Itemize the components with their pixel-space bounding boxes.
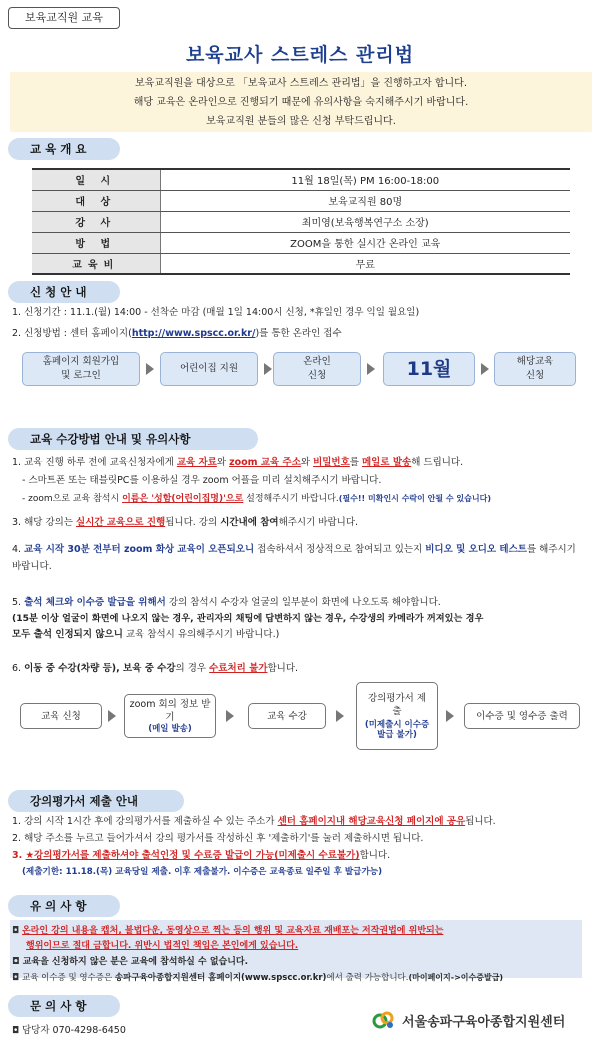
arrow-right-icon [108, 710, 116, 722]
flow-step-attend [248, 703, 326, 729]
apply-step-daycare [160, 352, 258, 386]
apply-header: 신 청 안 내 [8, 281, 120, 303]
text: 합니다. [359, 850, 391, 861]
row-label: 일 시 [32, 169, 160, 190]
text: 스트 [508, 544, 527, 555]
text: 설정해주시기 바랍니다. [243, 494, 339, 504]
intro-box [10, 72, 592, 132]
text: 송파구육아종합지원센터 홈페이지(www.spscc.or.kr) [114, 973, 327, 983]
method-line-3 [12, 516, 358, 530]
evaluation-line-4: (제출기한: 11.18.(목) 교육당일 제출. 이후 제출불가. 이수증은 교육종료 일주일 후 발급가능) [22, 867, 382, 877]
text: 해주시기 바랍니다. [278, 517, 359, 528]
method-line-5-detail-2 [12, 628, 279, 642]
row-value: 11월 18일(목) PM 16:00-18:00 [160, 169, 570, 190]
arrow-right-icon [336, 710, 344, 722]
row-label: 대 상 [32, 190, 160, 211]
text: 에서 출력 가능합니다. [326, 973, 409, 983]
apply-line-2-pre: 2. 신청방법 : 센터 홈페이지( [12, 328, 132, 339]
text: 와 [300, 457, 314, 468]
step-text: 신청 [307, 370, 327, 381]
homepage-link[interactable]: http://www.spscc.or.kr/ [131, 328, 256, 339]
text: (필수!! 미확인시 수락이 안될 수 있습니다) [338, 494, 491, 503]
text: zoom 교육 주소 [229, 457, 301, 468]
step-text: 교육 신청 [41, 710, 81, 722]
text: (마이페이지->이수증발급) [408, 973, 504, 982]
center-logo [372, 1008, 565, 1032]
text: 됩니다. [465, 816, 496, 827]
step-text: 및 로그인 [61, 370, 101, 381]
step-text: 11월 [406, 358, 452, 380]
text: 교육 시작 30분 전부터 zoom 화상 교육이 오픈되오니 [24, 544, 255, 555]
evaluation-line-2: 2. 해당 주소를 누르고 들어가셔서 강의 평가서를 작성하신 후 '제출하기'를 눌러 제출하시면 됩니다. [12, 833, 424, 844]
apply-step-month [383, 352, 475, 386]
text: 담당자 070-4298-6450 [21, 1025, 126, 1036]
bullet-icon: ◘ [12, 1026, 22, 1036]
text: 1. 교육 진행 하루 전에 교육신청자에게 [12, 457, 177, 468]
text: 출석 체크와 이수증 발급을 위해서 [24, 597, 166, 608]
text: 교육을 신청하지 않은 분은 교육에 참석하실 수 없습니다. [22, 957, 249, 967]
method-line-1-sub-2 [22, 492, 491, 506]
center-logo-icon [372, 1008, 396, 1032]
evaluation-line-3 [12, 849, 390, 863]
page-title: 보육교사 스트레스 관리법 [185, 44, 415, 66]
method-line-1-sub-1: - 스마트폰 또는 태블릿PC를 이용하실 경우 zoom 어플을 미리 설치해주시기 바랍니다. [22, 475, 382, 486]
text: 비밀번호 [313, 457, 350, 468]
apply-line-1: 1. 신청기간 : 11.1.(월) 14:00 - 선착순 마감 (매월 1일 14:00시 신청, *휴일인 경우 익일 월요일) [12, 307, 420, 318]
text: 센터 홈페이지내 해당교육신청 페이지에 공유 [277, 816, 466, 827]
table-row [32, 190, 570, 211]
text: 4. [12, 544, 25, 555]
text: 모두 출석 인정되지 않으니 [12, 629, 123, 640]
text: 실시간 교육으로 진행 [76, 517, 166, 528]
step-text: 온라인 [303, 356, 331, 367]
text: 시간내에 참여 [220, 517, 279, 528]
caution-header: 유 의 사 항 [8, 895, 120, 917]
text: 교육 자료 [176, 457, 217, 468]
text: - zoom으로 교육 참석시 [22, 494, 123, 504]
text: 온라인 강의 내용을 캡처, 불법다운, 동영상으로 찍는 등의 행위 및 교육자료 재배포는 저작권법에 위반되는 [21, 926, 444, 936]
text: 5. [12, 597, 25, 608]
text: 를 해주시기 바랍니다. [12, 544, 576, 572]
arrow-right-icon [481, 363, 489, 375]
text: 수료처리 불가 [209, 663, 268, 674]
flow-step-apply [20, 703, 102, 729]
row-label: 강 사 [32, 211, 160, 232]
method-line-5-detail: (15분 이상 얼굴이 화면에 나오지 않는 경우, 관리자의 채팅에 답변하지 않는 경우, 수강생의 카메라가 꺼져있는 경우 [12, 613, 484, 624]
step-text: 강의평가서 제출 [367, 693, 427, 717]
table-row [32, 169, 570, 190]
contact-header: 문 의 사 항 [8, 995, 120, 1017]
overview-header: 교 육 개 요 [8, 138, 120, 160]
apply-line-2 [12, 327, 342, 341]
text: 해 드립니다. [411, 457, 464, 468]
text: 비디오 및 오디오 테 [425, 544, 509, 555]
bullet-icon: ◘ [12, 973, 22, 983]
step-text: 홈페이지 회원가입 [42, 356, 120, 367]
step-text: zoom 회의 정보 받기 [129, 699, 211, 723]
row-value: 최미영(보육행복연구소 소장) [160, 211, 570, 232]
text: ★강의평가서를 제출하셔야 출석인정 및 수료증 발급이 가능(미제출시 수료불가) [25, 850, 360, 861]
text: 강의 참석시 수강자 얼굴의 일부분이 화면에 나오도록 해야합니다. [165, 597, 441, 608]
step-subtext: (메일 발송) [148, 724, 192, 734]
row-label: 교육비 [32, 253, 160, 274]
text: 이동 중 수강(차량 등), 보육 중 수강 [24, 663, 176, 674]
method-line-1 [12, 456, 463, 470]
top-tag: 보육교직원 교육 [8, 7, 120, 29]
text: 의 경우 [175, 663, 210, 674]
step-text: 교육 수강 [267, 710, 307, 722]
intro-line-2: 해당 교육은 온라인으로 진행되기 때문에 유의사항을 숙지해주시기 바랍니다. [133, 97, 469, 108]
text: 와 [216, 457, 230, 468]
overview-table [32, 168, 570, 275]
row-label: 방 법 [32, 232, 160, 253]
text: 3. [12, 850, 26, 861]
text: 메일로 발송 [362, 457, 412, 468]
text: 접속하셔서 정상적으로 참여되고 있는지 [254, 544, 426, 555]
apply-step-online [273, 352, 361, 386]
arrow-right-icon [226, 710, 234, 722]
caution-line-1b [26, 939, 298, 953]
caution-line-3 [12, 971, 503, 985]
evaluation-line-1 [12, 815, 496, 829]
caution-line-2 [12, 955, 248, 969]
row-value: 무료 [160, 253, 570, 274]
arrow-right-icon [446, 710, 454, 722]
bullet-icon: ◘ [12, 957, 23, 967]
flow-step-zoom-info [124, 694, 216, 738]
apply-step-course [494, 352, 576, 386]
table-row [32, 253, 570, 274]
intro-line-3: 보육교직원 분들의 많은 신청 부탁드립니다. [206, 116, 396, 127]
arrow-right-icon [367, 363, 375, 375]
contact-line [12, 1024, 126, 1038]
step-text: 이수증 및 영수증 출력 [476, 710, 568, 722]
bullet-icon: ◘ [12, 926, 22, 936]
evaluation-header: 강의평가서 제출 안내 [8, 790, 184, 812]
text: 행위이므로 절대 금합니다. 위반시 법적인 책임은 본인에게 있습니다. [26, 941, 299, 951]
step-text: 어린이집 지원 [179, 363, 239, 374]
row-value: ZOOM을 통한 실시간 온라인 교육 [160, 232, 570, 253]
step-text: 신청 [525, 370, 545, 381]
text: 를 [349, 457, 362, 468]
method-line-6 [12, 662, 298, 676]
text: 교육 이수증 및 영수증은 [21, 973, 115, 983]
text: 1. 강의 시작 1시간 후에 강의평가서를 제출하실 수 있는 주소가 [12, 816, 278, 827]
method-line-4 [12, 541, 584, 575]
center-logo-text: 서울송파구육아종합지원센터 [402, 1014, 566, 1030]
row-value: 보육교직원 80명 [160, 190, 570, 211]
method-line-5 [12, 596, 441, 610]
apply-line-2-post: )를 통한 온라인 접수 [255, 328, 342, 339]
arrow-right-icon [146, 363, 154, 375]
flow-step-certificate [464, 703, 580, 729]
text: 6. [12, 663, 25, 674]
flow-step-evaluation [356, 682, 438, 750]
intro-line-1: 보육교직원을 대상으로 「보육교사 스트레스 관리법」을 진행하고자 합니다. [134, 78, 468, 89]
text: 3. 해당 강의는 [12, 517, 77, 528]
text: 합니다. [267, 663, 299, 674]
caution-line-1 [12, 924, 443, 938]
table-row [32, 211, 570, 232]
apply-step-signup [22, 352, 140, 386]
step-text: 해당교육 [516, 356, 554, 367]
text: 교육 참석시 유의해주시기 바랍니다.) [122, 629, 280, 640]
text: 됩니다. 강의 [165, 517, 221, 528]
step-subtext: (미제출시 이수증 발급 불가) [364, 720, 430, 740]
method-header: 교육 수강방법 안내 및 유의사항 [8, 428, 258, 450]
text: 이름은 '성함(어린이집명)'으로 [122, 494, 244, 504]
arrow-right-icon [264, 363, 272, 375]
table-row [32, 232, 570, 253]
